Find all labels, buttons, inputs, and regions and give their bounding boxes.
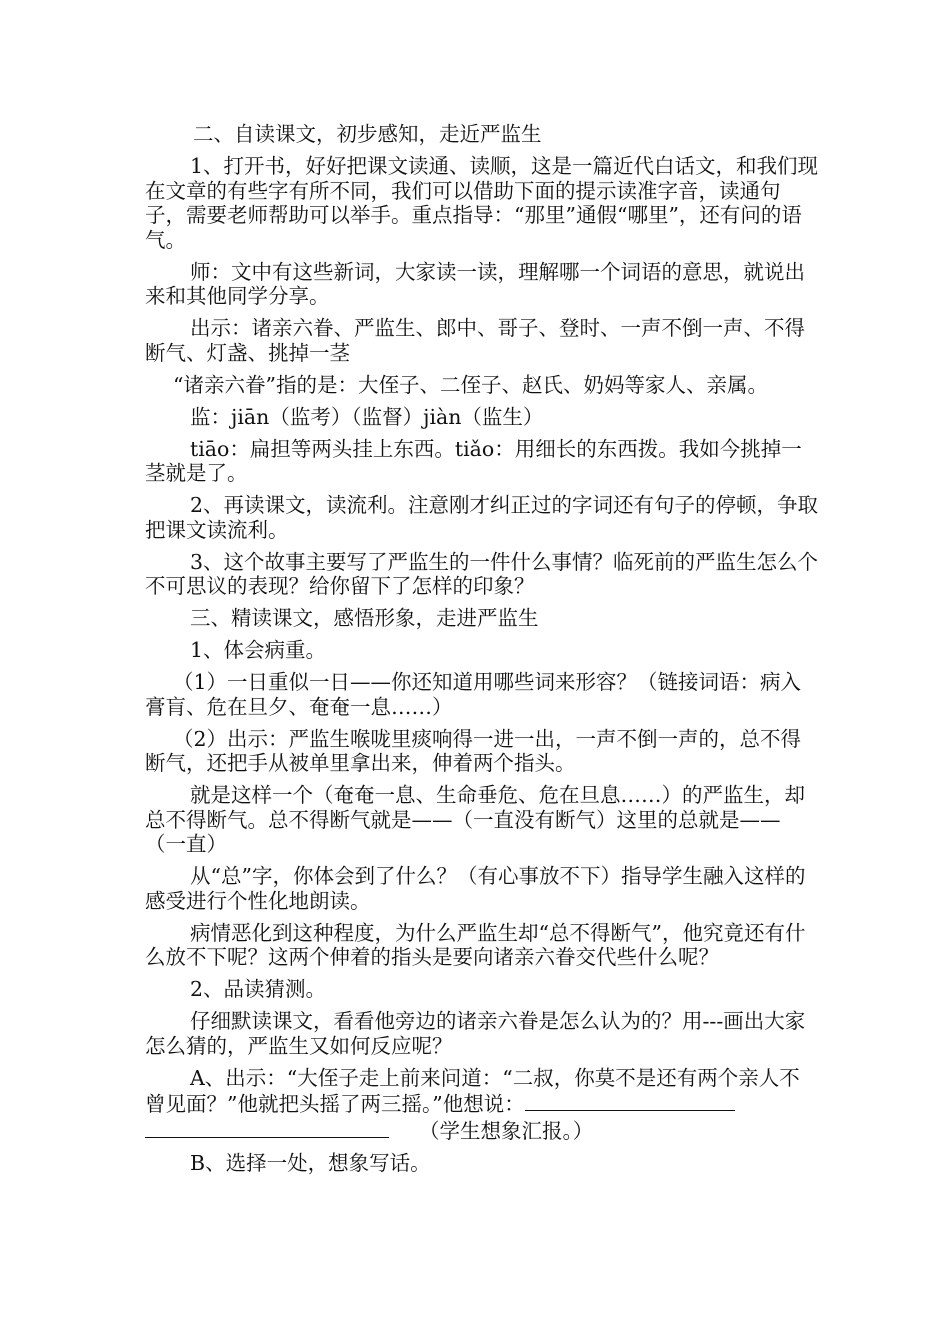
paragraph-read-through: 1、打开书，好好把课文读通、读顺，这是一篇近代白话文，和我们现在文章的有些字有所不同，我们可以借助下面的提示读准字音，读通句子，需要老师帮助可以举手。重点指导：“那里”通假“哪里”，还有问的语气。 xyxy=(145,154,819,252)
paragraph-guess-heading: 2、品读猜测。 xyxy=(190,977,327,1001)
paragraph-pronunciation-jian: 监：jiān（监考）（监督）jiàn（监生） xyxy=(190,404,544,429)
paragraph-always-not-dying: 就是这样一个（奄奄一息、生命垂危、危在旦息……）的严监生，却总不得断气。总不得断气就是——（一直没有断气）这里的总就是——（一直） xyxy=(145,783,805,856)
paragraph-pronunciation-tiao: tiāo：扁担等两头挂上东西。tiǎo：用细长的东西拨。我如今挑掉一茎就是了。 xyxy=(145,436,802,485)
paragraph-exercise-b: B、选择一处，想象写话。 xyxy=(190,1150,431,1175)
paragraph-reread: 2、再读课文，读流利。注意刚才纠正过的字词还有句子的停顿，争取把课文读流利。 xyxy=(145,493,819,542)
paragraph-point-2: （2）出示：严监生喉咙里痰响得一进一出，一声不倒一声的，总不得断气，还把手从被单里拿出来，伸着两个指头。 xyxy=(145,726,802,775)
paragraph-exercise-a xyxy=(145,1066,820,1144)
section-heading-3: 三、精读课文，感悟形象，走进严监生 xyxy=(190,606,539,630)
document-body xyxy=(145,122,820,1183)
exercise-a-text: A、出示：“大侄子走上前来问道：“二叔，你莫不是还有两个亲人不曾见面？”他就把头摇了两三摇。”他想说： xyxy=(145,1065,800,1116)
paragraph-illness-heading: 1、体会病重。 xyxy=(190,638,327,662)
answer-blank-line-1[interactable] xyxy=(525,1090,735,1111)
paragraph-teacher-vocab: 师：文中有这些新词，大家读一读，理解哪一个词语的意思，就说出来和其他同学分享。 xyxy=(145,259,805,308)
paragraph-relatives-definition: “诸亲六眷”指的是：大侄子、二侄子、赵氏、奶妈等家人、亲属。 xyxy=(173,372,768,397)
paragraph-vocab-list: 出示：诸亲六眷、严监生、郎中、哥子、登时、一声不倒一声、不得断气、灯盏、挑掉一茎 xyxy=(145,316,805,365)
answer-blank-line-2[interactable] xyxy=(145,1117,389,1138)
exercise-a-note: （学生想象汇报。） xyxy=(419,1118,594,1143)
paragraph-word-zong: 从“总”字，你体会到了什么？（有心事放不下）指导学生融入这样的感受进行个性化地朗读。 xyxy=(145,864,806,913)
section-heading-2: 二、自读课文，初步感知，走近严监生 xyxy=(193,122,542,146)
paragraph-silent-reading: 仔细默读课文，看看他旁边的诸亲六眷是怎么认为的？用---画出大家怎么猜的，严监生又如何反应呢？ xyxy=(145,1009,806,1058)
paragraph-two-fingers: 病情恶化到这种程度，为什么严监生却“总不得断气”，他究竟还有什么放不下呢？这两个伸着的指头是要向诸亲六眷交代些什么呢？ xyxy=(145,920,806,969)
paragraph-story-question: 3、这个故事主要写了严监生的一件什么事情？临死前的严监生怎么个不可思议的表现？给你留下了怎样的印象？ xyxy=(145,549,819,598)
paragraph-point-1: （1）一日重似一日——你还知道用哪些词来形容？（链接词语：病入膏肓、危在旦夕、奄奄一息……） xyxy=(145,670,802,719)
